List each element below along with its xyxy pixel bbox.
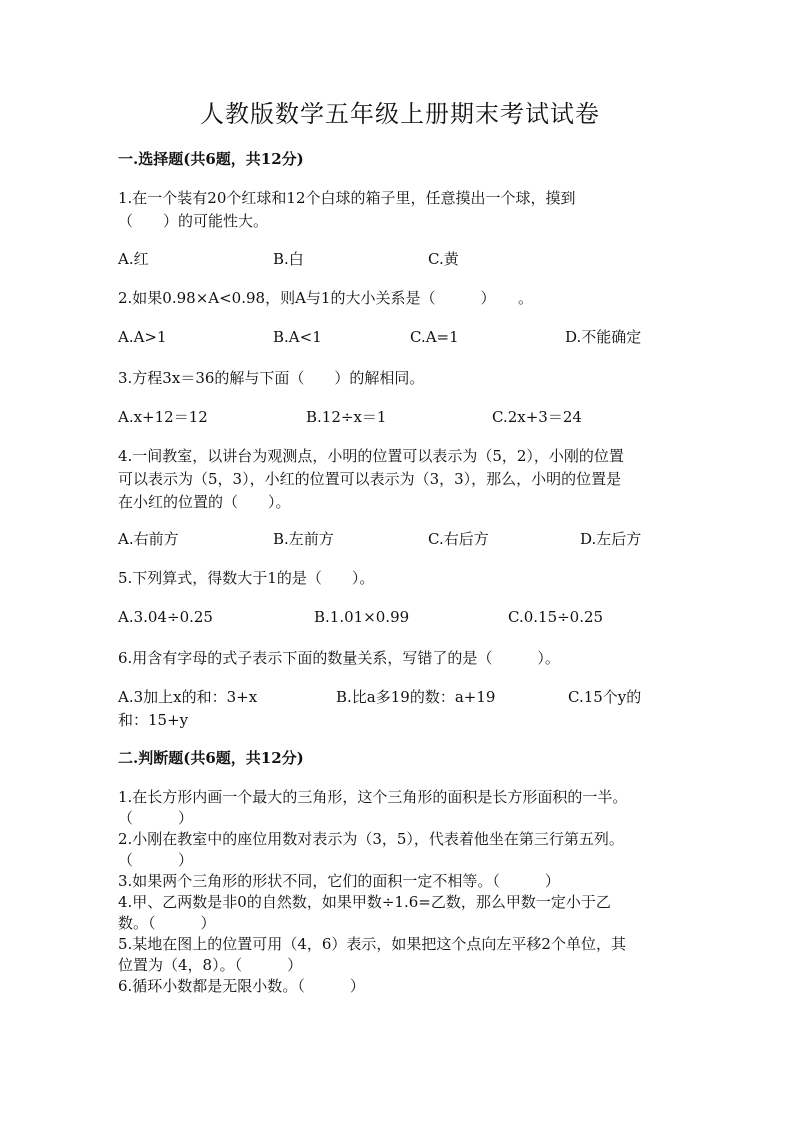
q6-option-c: C.15个y的 bbox=[568, 688, 642, 706]
tf-q5-line2: 位置为（4，8）。（ ） bbox=[118, 956, 303, 974]
q2-option-d: D.不能确定 bbox=[565, 328, 642, 346]
q2-stem: 2.如果0.98×A<0.98，则A与1的大小关系是（ ） 。 bbox=[118, 289, 533, 307]
tf-q1-line1: 1.在长方形内画一个最大的三角形，这个三角形的面积是长方形面积的一半。 bbox=[118, 788, 628, 806]
q2-option-c: C.A=1 bbox=[410, 328, 459, 346]
q3-stem: 3.方程3x＝36的解与下面（ ）的解相同。 bbox=[118, 369, 425, 387]
q6-option-a: A.3加上x的和：3+x bbox=[118, 688, 258, 706]
q6-option-c-continued: 和：15+y bbox=[118, 711, 189, 729]
tf-q2-line1: 2.小刚在教室中的座位用数对表示为（3，5），代表着他坐在第三行第五列。 bbox=[118, 830, 624, 848]
q1-option-b: B.白 bbox=[273, 250, 304, 268]
q5-option-a: A.3.04÷0.25 bbox=[118, 608, 213, 626]
tf-q3: 3.如果两个三角形的形状不同，它们的面积一定不相等。（ ） bbox=[118, 872, 560, 890]
q2-option-b: B.A<1 bbox=[273, 328, 322, 346]
q2-option-a: A.A>1 bbox=[118, 328, 167, 346]
q1-stem-line1: 1.在一个装有20个红球和12个白球的箱子里，任意摸出一个球，摸到 bbox=[118, 189, 576, 207]
section2-heading: 二.判断题(共6题，共12分) bbox=[118, 749, 304, 767]
tf-q1-line2: （ ） bbox=[118, 809, 194, 827]
tf-q4-line2: 数。（ ） bbox=[118, 914, 216, 932]
q5-stem: 5.下列算式，得数大于1的是（ ）。 bbox=[118, 569, 375, 587]
q5-option-c: C.0.15÷0.25 bbox=[508, 608, 604, 626]
q3-option-b: B.12÷x＝1 bbox=[306, 408, 387, 426]
q4-option-c: C.右后方 bbox=[428, 530, 489, 548]
q4-stem-line2: 可以表示为（5，3），小红的位置可以表示为（3，3），那么，小明的位置是 bbox=[118, 470, 622, 488]
q1-option-a: A.红 bbox=[118, 250, 149, 268]
q6-option-b: B.比a多19的数：a+19 bbox=[336, 688, 496, 706]
page-title: 人教版数学五年级上册期末考试试卷 bbox=[200, 100, 600, 128]
q4-option-d: D.左后方 bbox=[580, 530, 642, 548]
q3-option-c: C.2x+3＝24 bbox=[492, 408, 582, 426]
q3-option-a: A.x+12＝12 bbox=[118, 408, 208, 426]
q4-option-b: B.左前方 bbox=[273, 530, 334, 548]
q4-stem-line3: 在小红的位置的（ ）。 bbox=[118, 493, 291, 511]
q1-option-c: C.黄 bbox=[428, 250, 459, 268]
tf-q2-line2: （ ） bbox=[118, 851, 194, 869]
tf-q6: 6.循环小数都是无限小数。（ ） bbox=[118, 977, 365, 995]
tf-q5-line1: 5.某地在图上的位置可用（4，6）表示，如果把这个点向左平移2个单位，其 bbox=[118, 935, 626, 953]
q1-stem-line2: （ ）的可能性大。 bbox=[118, 212, 269, 230]
q4-option-a: A.右前方 bbox=[118, 530, 179, 548]
q5-option-b: B.1.01×0.99 bbox=[314, 608, 410, 626]
q4-stem-line1: 4.一间教室，以讲台为观测点，小明的位置可以表示为（5，2），小刚的位置 bbox=[118, 447, 624, 465]
section1-heading: 一.选择题(共6题，共12分) bbox=[118, 150, 304, 168]
tf-q4-line1: 4.甲、乙两数是非0的自然数，如果甲数÷1.6=乙数，那么甲数一定小于乙 bbox=[118, 893, 611, 911]
q6-stem: 6.用含有字母的式子表示下面的数量关系，写错了的是（ ）。 bbox=[118, 649, 560, 667]
